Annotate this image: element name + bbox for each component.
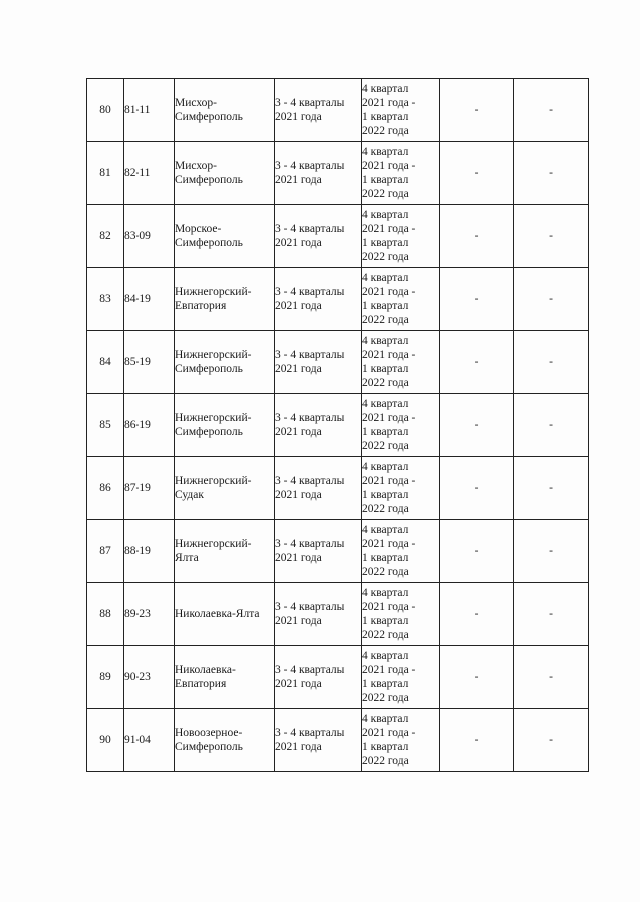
route-name [175,520,275,583]
deadline-period [362,394,440,457]
row-number: 80 [87,79,124,142]
column-6-value: - [440,646,514,709]
column-6-value: - [440,457,514,520]
deadline-period-text: 4 квартал 2021 года - 1 квартал 2022 года [362,650,416,704]
route-name [175,205,275,268]
quarters-period [275,583,362,646]
route-name [175,142,275,205]
quarters-period [275,142,362,205]
route-code: 91-04 [124,709,175,772]
route-code: 86-19 [124,394,175,457]
row-number: 84 [87,331,124,394]
table-row [87,394,589,457]
route-code: 88-19 [124,520,175,583]
deadline-period [362,646,440,709]
route-name [175,331,275,394]
route-name-text: Нижнегорский- Евпатория [175,286,252,312]
row-number: 83 [87,268,124,331]
route-code: 90-23 [124,646,175,709]
deadline-period-text: 4 квартал 2021 года - 1 квартал 2022 года [362,713,416,767]
table-row [87,205,589,268]
deadline-period-text: 4 квартал 2021 года - 1 квартал 2022 года [362,398,416,452]
quarters-period [275,331,362,394]
deadline-period-text: 4 квартал 2021 года - 1 квартал 2022 года [362,83,416,137]
column-6-value: - [440,79,514,142]
row-number: 86 [87,457,124,520]
deadline-period-text: 4 квартал 2021 года - 1 квартал 2022 года [362,335,416,389]
route-code: 81-11 [124,79,175,142]
quarters-period [275,709,362,772]
route-name-text: Нижнегорский- Судак [175,475,252,501]
row-number: 89 [87,646,124,709]
quarters-period-text: 3 - 4 кварталы 2021 года [275,160,345,186]
column-7-value: - [514,709,589,772]
deadline-period [362,520,440,583]
deadline-period [362,142,440,205]
quarters-period [275,205,362,268]
row-number: 90 [87,709,124,772]
quarters-period [275,268,362,331]
quarters-period [275,520,362,583]
table-row [87,457,589,520]
deadline-period [362,205,440,268]
row-number: 85 [87,394,124,457]
deadline-period-text: 4 квартал 2021 года - 1 квартал 2022 года [362,272,416,326]
column-6-value: - [440,394,514,457]
route-code: 82-11 [124,142,175,205]
route-name-text: Мисхор- Симферополь [175,97,243,123]
route-name [175,79,275,142]
deadline-period-text: 4 квартал 2021 года - 1 квартал 2022 года [362,461,416,515]
row-number: 81 [87,142,124,205]
column-7-value: - [514,205,589,268]
row-number: 82 [87,205,124,268]
route-code: 87-19 [124,457,175,520]
route-name-text: Николаевка- Евпатория [175,664,236,690]
row-number: 87 [87,520,124,583]
deadline-period-text: 4 квартал 2021 года - 1 квартал 2022 года [362,587,416,641]
quarters-period-text: 3 - 4 кварталы 2021 года [275,727,345,753]
deadline-period-text: 4 квартал 2021 года - 1 квартал 2022 года [362,146,416,200]
column-6-value: - [440,268,514,331]
table-row [87,331,589,394]
routes-table [86,78,589,772]
route-name [175,709,275,772]
column-7-value: - [514,79,589,142]
row-number: 88 [87,583,124,646]
column-7-value: - [514,583,589,646]
deadline-period [362,583,440,646]
route-name [175,394,275,457]
quarters-period-text: 3 - 4 кварталы 2021 года [275,475,345,501]
deadline-period [362,79,440,142]
deadline-period [362,709,440,772]
route-name [175,583,275,646]
table-row [87,709,589,772]
table-row [87,583,589,646]
route-code: 83-09 [124,205,175,268]
column-7-value: - [514,520,589,583]
quarters-period-text: 3 - 4 кварталы 2021 года [275,286,345,312]
quarters-period-text: 3 - 4 кварталы 2021 года [275,664,345,690]
route-name-text: Николаевка-Ялта [175,608,260,620]
column-7-value: - [514,457,589,520]
route-name-text: Морское- Симферополь [175,223,243,249]
table-row [87,520,589,583]
column-6-value: - [440,583,514,646]
quarters-period-text: 3 - 4 кварталы 2021 года [275,223,345,249]
table-row [87,142,589,205]
quarters-period-text: 3 - 4 кварталы 2021 года [275,538,345,564]
column-6-value: - [440,520,514,583]
deadline-period [362,268,440,331]
table-row [87,646,589,709]
column-6-value: - [440,331,514,394]
table-row [87,268,589,331]
route-name-text: Нижнегорский- Симферополь [175,349,252,375]
route-name [175,646,275,709]
column-6-value: - [440,142,514,205]
route-name-text: Нижнегорский- Симферополь [175,412,252,438]
deadline-period-text: 4 квартал 2021 года - 1 квартал 2022 года [362,524,416,578]
quarters-period [275,457,362,520]
route-name [175,457,275,520]
column-7-value: - [514,394,589,457]
deadline-period [362,331,440,394]
column-7-value: - [514,268,589,331]
routes-table-body [87,79,589,772]
quarters-period [275,79,362,142]
quarters-period-text: 3 - 4 кварталы 2021 года [275,412,345,438]
quarters-period-text: 3 - 4 кварталы 2021 года [275,97,345,123]
deadline-period-text: 4 квартал 2021 года - 1 квартал 2022 года [362,209,416,263]
deadline-period [362,457,440,520]
quarters-period [275,394,362,457]
quarters-period [275,646,362,709]
route-code: 85-19 [124,331,175,394]
column-7-value: - [514,646,589,709]
column-6-value: - [440,709,514,772]
column-7-value: - [514,142,589,205]
route-name-text: Нижнегорский- Ялта [175,538,252,564]
column-6-value: - [440,205,514,268]
route-code: 84-19 [124,268,175,331]
quarters-period-text: 3 - 4 кварталы 2021 года [275,601,345,627]
route-code: 89-23 [124,583,175,646]
route-name-text: Мисхор- Симферополь [175,160,243,186]
column-7-value: - [514,331,589,394]
quarters-period-text: 3 - 4 кварталы 2021 года [275,349,345,375]
route-name-text: Новоозерное- Симферополь [175,727,243,753]
table-row [87,79,589,142]
route-name [175,268,275,331]
